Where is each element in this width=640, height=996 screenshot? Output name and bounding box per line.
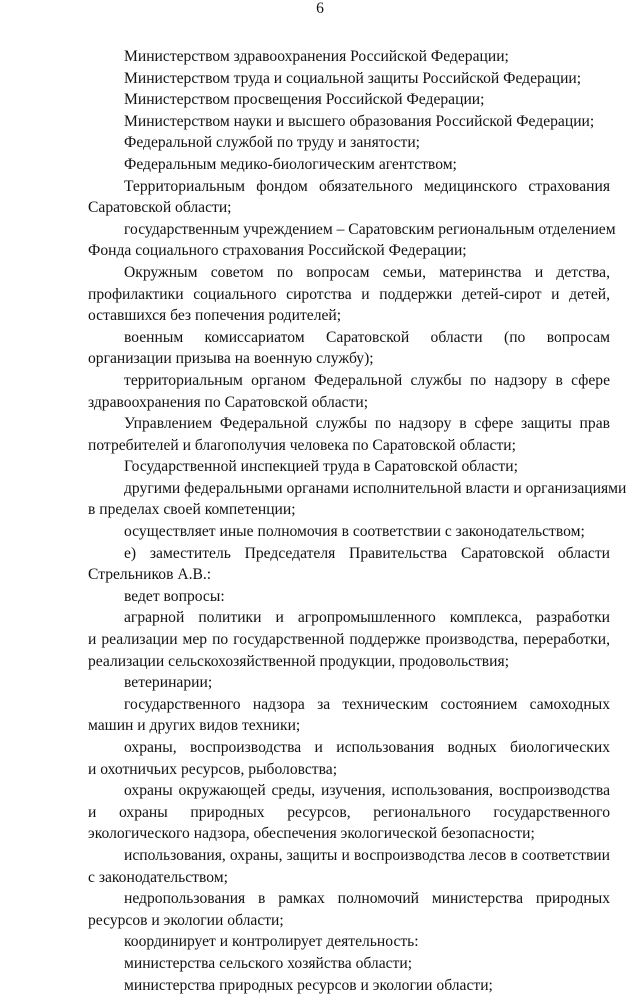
paragraph (88, 694, 610, 737)
text-line: Саратовской области; (88, 199, 232, 217)
text-line: государственным учреждением – Саратовским региональным отделением (124, 220, 616, 238)
text-line: аграрной политики и агропромышленного комплекса, разработки (124, 609, 610, 627)
text-line: Стрельников А.В.: (88, 566, 212, 584)
text-line: е) заместитель Председателя Правительства Саратовской области (124, 544, 610, 562)
paragraph (88, 262, 610, 327)
text-line: другими федеральными органами исполнительной власти и организациями (124, 479, 627, 497)
text-line: ветеринарии; (124, 674, 213, 692)
text-line: недропользования в рамках полномочий министерства природных (124, 890, 610, 908)
text-line: Федеральной службой по труду и занятости; (124, 134, 420, 152)
text-line: Министерством науки и высшего образования Российской Федерации; (124, 112, 595, 130)
page-number: 6 (316, 0, 324, 17)
text-line: здравоохранения по Саратовской области; (88, 393, 369, 411)
text-line: государственного надзора за техническим состоянием самоходных (124, 695, 610, 713)
text-line: министерства сельского хозяйства области; (124, 954, 413, 972)
document-body (88, 46, 627, 996)
paragraph (88, 953, 610, 975)
paragraph (88, 672, 610, 694)
text-line: реализации сельскохозяйственной продукции, продовольствия; (88, 652, 510, 670)
text-line: министерства природных ресурсов и экологии области; (124, 976, 493, 994)
paragraph (88, 154, 610, 176)
paragraph (88, 327, 610, 370)
paragraph (88, 607, 610, 672)
paragraph (88, 931, 610, 953)
text-line: Министерством труда и социальной защиты Российской Федерации; (124, 69, 582, 87)
paragraph (88, 975, 610, 996)
text-line: и реализации мер по государственной поддержке производства, переработки, (88, 631, 610, 649)
text-line: осуществляет иные полномочия в соответствии с законодательством; (124, 523, 585, 541)
text-line: с законодательством; (88, 868, 228, 886)
paragraph (88, 413, 610, 456)
paragraph (88, 456, 610, 478)
paragraph (88, 780, 610, 845)
paragraph (88, 176, 610, 219)
paragraph (88, 68, 610, 90)
text-line: охраны, воспроизводства и использования водных биологических (124, 739, 610, 756)
paragraph (88, 543, 610, 586)
text-line: ресурсов и экологии области; (88, 911, 284, 929)
text-line: Фонда социального страхования Российской Федерации; (88, 242, 467, 260)
text-line: Федеральным медико-биологическим агентством; (124, 155, 457, 173)
paragraph (88, 219, 616, 262)
paragraph (88, 111, 610, 133)
paragraph (88, 888, 610, 931)
text-line: Министерством здравоохранения Российской Федерации; (124, 48, 509, 65)
text-line: ведет вопросы: (124, 587, 225, 605)
paragraph (88, 478, 627, 521)
paragraph (88, 370, 610, 413)
text-line: в пределах своей компетенции; (88, 501, 296, 519)
text-line: и охотничьих ресурсов, рыболовства; (88, 760, 338, 778)
text-line: территориальным органом Федеральной службы по надзору в сфере (124, 371, 610, 389)
text-line: машин и других видов техники; (88, 717, 301, 735)
text-line: Государственной инспекцией труда в Саратовской области; (124, 458, 518, 476)
text-line: Министерством просвещения Российской Федерации; (124, 91, 485, 109)
paragraph (88, 586, 610, 608)
text-line: использования, охраны, защиты и воспроизводства лесов в соответствии (124, 846, 610, 864)
paragraph (88, 521, 610, 543)
text-line: охраны окружающей среды, изучения, использования, воспроизводства (124, 782, 610, 800)
paragraph (88, 737, 610, 780)
paragraph (88, 89, 610, 111)
paragraph (88, 845, 610, 888)
text-line: военным комиссариатом Саратовской области (по вопросам (124, 328, 610, 346)
text-line: потребителей и благополучия человека по Саратовской области; (88, 436, 516, 454)
text-line: и охраны природных ресурсов, регионального государственного (88, 803, 610, 821)
paragraph (88, 132, 610, 154)
text-line: Управлением Федеральной службы по надзору в сфере защиты прав (124, 415, 610, 433)
paragraph (88, 46, 610, 68)
text-line: Окружным советом по вопросам семьи, материнства и детства, (124, 263, 610, 281)
text-line: Территориальным фондом обязательного медицинского страхования (124, 177, 610, 195)
text-line: профилактики социального сиротства и поддержки детей-сирот и детей, (88, 285, 610, 303)
text-line: координирует и контролирует деятельность: (124, 933, 419, 951)
text-line: экологического надзора, обеспечения экологической безопасности; (88, 825, 535, 843)
text-line: организации призыва на военную службу); (88, 350, 374, 368)
text-line: оставшихся без попечения родителей; (88, 307, 342, 325)
